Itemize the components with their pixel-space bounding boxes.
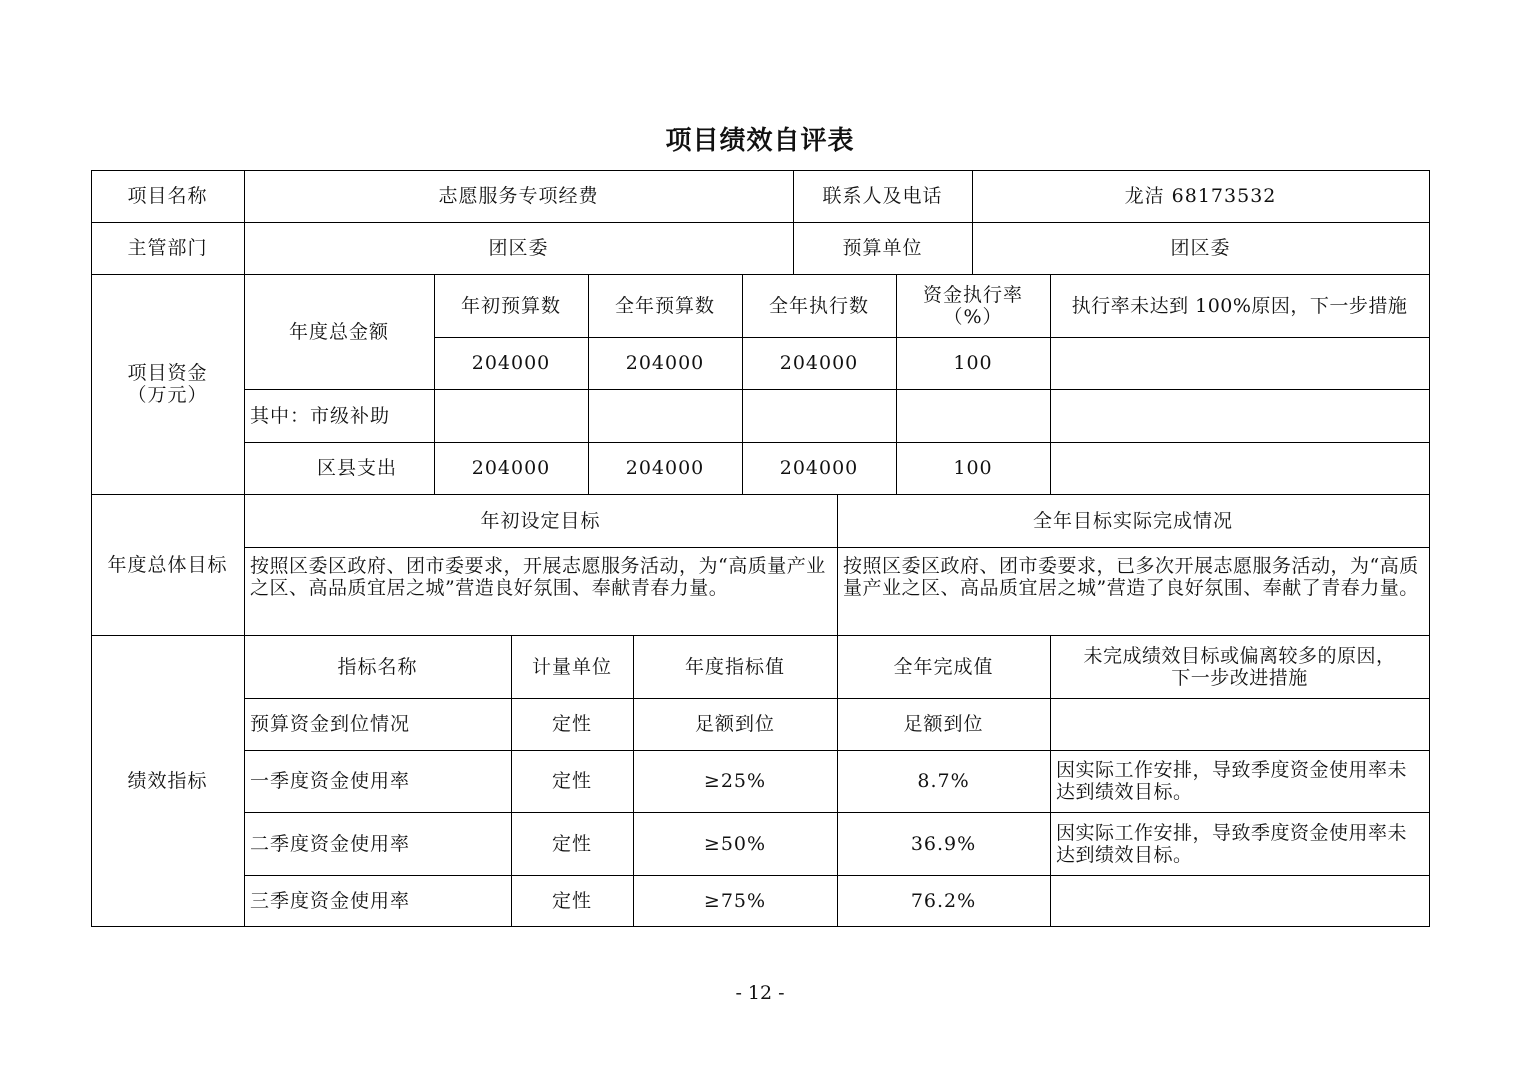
ind-col-name: 指标名称 <box>337 655 418 678</box>
divider <box>896 274 897 494</box>
divider <box>244 389 1430 390</box>
actual-goal-header: 全年目标实际完成情况 <box>1032 509 1233 532</box>
budget-unit-label: 预算单位 <box>842 237 923 259</box>
divider <box>588 274 589 494</box>
dept-label: 主管部门 <box>127 237 208 259</box>
table-border-top <box>91 170 1430 171</box>
indicator-name: 二季度资金使用率 <box>250 832 411 855</box>
total-reason-value <box>1050 337 1429 389</box>
divider <box>244 170 245 927</box>
initial-goal-text: 按照区委区政府、团市委要求，开展志愿服务活动，为“高质量产业之区、高品质宜居之城”营造良好氛围、奉献青春力量。 <box>250 555 826 599</box>
divider <box>972 170 973 274</box>
indicator-actual: 8.7% <box>917 770 970 792</box>
indicator-unit: 定性 <box>551 832 592 855</box>
divider <box>91 635 1430 636</box>
divider <box>1050 274 1051 494</box>
county-annual-value: 204000 <box>625 457 705 479</box>
dept-value: 团区委 <box>488 237 549 259</box>
total-rate-value: 100 <box>953 352 993 374</box>
divider <box>837 494 838 926</box>
table-border-left <box>91 170 92 927</box>
contact-value: 龙洁 68173532 <box>1124 185 1277 207</box>
city-subsidy-label: 其中：市级补助 <box>250 404 391 427</box>
initial-goal-header: 年初设定目标 <box>480 509 601 532</box>
page-title: 项目绩效自评表 <box>665 126 855 156</box>
funds-section-label: 项目资金 （万元） <box>127 362 208 406</box>
divider <box>434 274 435 494</box>
total-initial-value: 204000 <box>471 352 551 374</box>
ind-col-target: 年度指标值 <box>684 655 785 678</box>
indicator-target: 足额到位 <box>694 713 775 735</box>
total-executed-value: 204000 <box>779 352 859 374</box>
indicator-unit: 定性 <box>551 713 592 735</box>
indicator-reason: 因实际工作安排，导致季度资金使用率未达到绩效目标。 <box>1056 821 1408 866</box>
indicator-unit: 定性 <box>551 770 592 792</box>
county-expense-label: 区县支出 <box>317 457 398 479</box>
table-border-right <box>1429 170 1430 927</box>
col-rate-reason: 执行率未达到 100%原因，下一步措施 <box>1071 294 1408 317</box>
indicator-actual: 足额到位 <box>903 713 984 735</box>
city-annual-value <box>588 389 742 442</box>
page-number: - 12 - <box>735 982 785 1004</box>
divider <box>91 494 1430 495</box>
col-annual-budget: 全年预算数 <box>614 294 715 317</box>
indicator-unit: 定性 <box>551 889 592 912</box>
indicator-target: ≥50% <box>703 832 767 855</box>
total-annual-value: 204000 <box>625 352 705 374</box>
county-reason-value <box>1050 442 1429 494</box>
city-reason-value <box>1050 389 1429 442</box>
col-execution-rate: 资金执行率 （%） <box>922 283 1023 328</box>
divider <box>742 274 743 494</box>
city-rate-value <box>896 389 1050 442</box>
divider <box>434 337 1430 338</box>
indicator-name: 预算资金到位情况 <box>250 713 411 735</box>
table-border-bottom <box>91 926 1430 927</box>
actual-goal-text: 按照区委区政府、团市委要求，已多次开展志愿服务活动，为“高质量产业之区、高品质宜居之城”营造了良好氛围、奉献了青春力量。 <box>843 555 1419 599</box>
budget-unit-value: 团区委 <box>1170 237 1231 259</box>
city-executed-value <box>742 389 896 442</box>
col-initial-budget: 年初预算数 <box>460 294 561 317</box>
contact-label: 联系人及电话 <box>822 185 943 207</box>
indicator-actual: 76.2% <box>910 889 977 912</box>
indicators-section-label: 绩效指标 <box>127 769 208 792</box>
county-executed-value: 204000 <box>779 457 859 479</box>
divider <box>91 274 1430 275</box>
ind-col-actual: 全年完成值 <box>893 655 994 678</box>
total-amount-label: 年度总金额 <box>288 320 389 343</box>
county-rate-value: 100 <box>953 457 993 479</box>
project-name-label: 项目名称 <box>127 185 208 207</box>
indicator-name: 三季度资金使用率 <box>250 889 411 912</box>
ind-col-unit: 计量单位 <box>531 655 612 678</box>
indicator-actual: 36.9% <box>910 832 977 855</box>
project-name-value: 志愿服务专项经费 <box>438 185 599 207</box>
indicator-reason <box>1050 698 1429 750</box>
indicator-target: ≥75% <box>703 889 767 912</box>
divider <box>91 222 1430 223</box>
divider <box>793 170 794 274</box>
divider <box>511 635 512 926</box>
indicator-reason: 因实际工作安排，导致季度资金使用率未达到绩效目标。 <box>1056 759 1408 803</box>
goals-section-label: 年度总体目标 <box>107 553 228 576</box>
divider <box>244 442 1430 443</box>
divider <box>633 635 634 926</box>
col-executed: 全年执行数 <box>768 294 869 317</box>
indicator-name: 一季度资金使用率 <box>250 770 411 792</box>
indicator-target: ≥25% <box>703 770 767 792</box>
divider <box>1050 635 1051 926</box>
city-initial-value <box>434 389 588 442</box>
county-initial-value: 204000 <box>471 457 551 479</box>
indicator-reason <box>1050 875 1429 926</box>
ind-col-reason: 未完成绩效目标或偏离较多的原因， 下一步改进措施 <box>1083 644 1396 689</box>
